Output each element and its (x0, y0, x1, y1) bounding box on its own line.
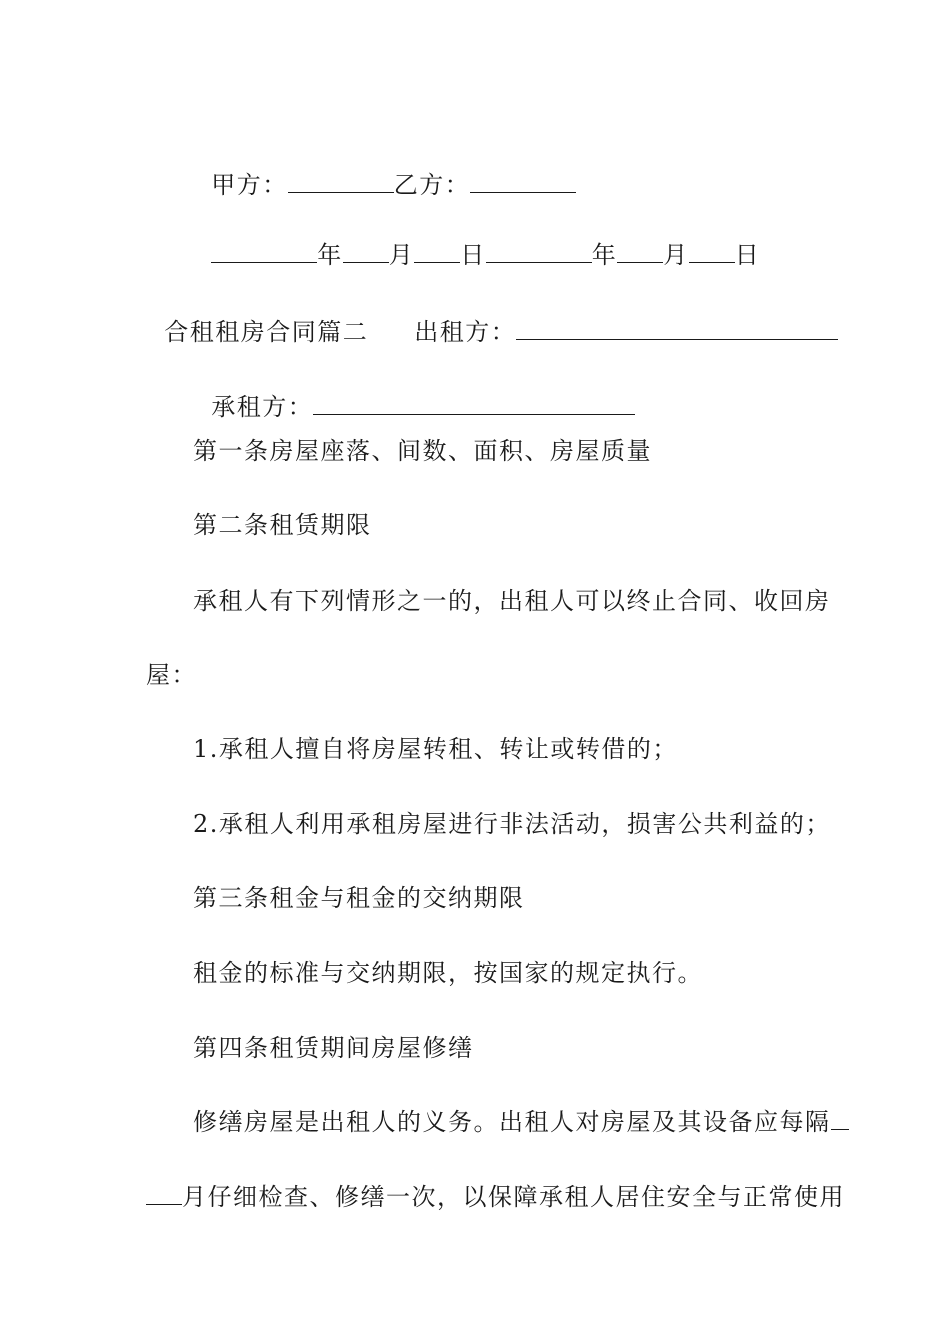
contract-heading: 合租租房合同篇二 (164, 318, 369, 346)
year-label-b: 年 (591, 241, 618, 269)
party-a-blank (288, 170, 394, 193)
day-label-a: 日 (460, 241, 486, 269)
year-label-a: 年 (317, 241, 343, 269)
article-2-paragraph-line-1: 承租人有下列情形之一的，出租人可以终止合同、收回房 (193, 587, 831, 615)
inspection-interval-blank-a (831, 1107, 849, 1130)
date-line (193, 210, 760, 270)
contract-heading-line (146, 287, 838, 347)
article-4-text-2: 月仔细检查、修缮一次，以保障承租人居住安全与正常使用 (182, 1183, 845, 1211)
party-b-label: 乙方： (393, 171, 471, 199)
lessor-blank (516, 317, 838, 340)
month-blank-b (617, 240, 663, 263)
month-label-b: 月 (663, 241, 689, 269)
article-4-paragraph-line-2 (146, 1182, 845, 1212)
lessee-label: 承租方： (211, 393, 314, 421)
article-3-paragraph: 租金的标准与交纳期限，按国家的规定执行。 (193, 959, 703, 987)
party-b-blank (470, 170, 576, 193)
year-blank-b (486, 240, 592, 263)
month-label-a: 月 (388, 241, 415, 269)
signature-line (193, 140, 576, 200)
day-blank-a (414, 240, 460, 263)
party-a-label: 甲方： (211, 171, 288, 199)
day-blank-b (689, 240, 735, 263)
article-2-title: 第二条租赁期限 (193, 511, 372, 539)
article-4-text-1: 修缮房屋是出租人的义务。出租人对房屋及其设备应每隔 (193, 1108, 831, 1136)
lessor-label: 出租方： (414, 318, 517, 346)
article-2-item-2: 2.承租人利用承租房屋进行非法活动，损害公共利益的； (193, 810, 831, 838)
lessee-line (193, 362, 635, 422)
article-4-title: 第四条租赁期间房屋修缮 (193, 1034, 474, 1062)
article-1-title: 第一条房屋座落、间数、面积、房屋质量 (193, 437, 652, 465)
year-blank-a (211, 240, 317, 263)
article-2-paragraph-line-2: 屋： (146, 661, 197, 689)
day-label-b: 日 (734, 241, 761, 269)
lessee-blank (313, 392, 635, 415)
month-blank-a (343, 240, 389, 263)
inspection-interval-blank-b (146, 1182, 182, 1205)
article-4-paragraph-line-1 (193, 1107, 849, 1137)
article-2-item-1: 1.承租人擅自将房屋转租、转让或转借的； (193, 735, 678, 763)
article-3-title: 第三条租金与租金的交纳期限 (193, 884, 525, 912)
